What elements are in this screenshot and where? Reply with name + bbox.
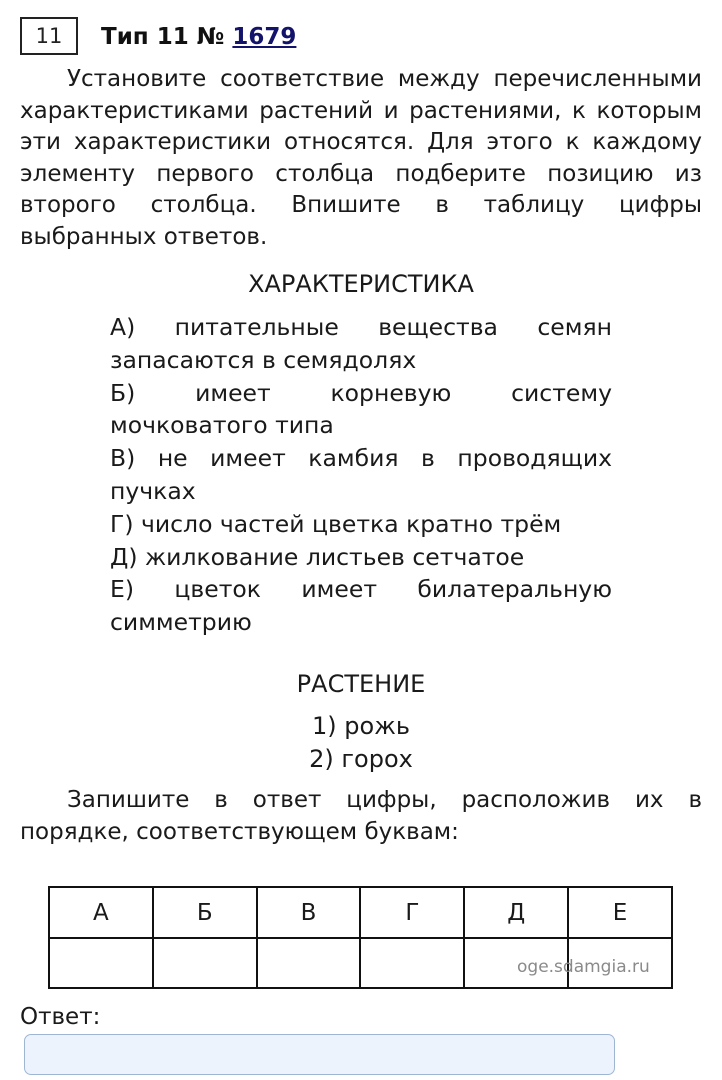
answer-table-cell: [153, 938, 257, 988]
answer-label: Ответ:: [20, 1004, 101, 1030]
plant-item: 2) горох: [309, 745, 413, 773]
task-id-link[interactable]: 1679: [232, 24, 297, 50]
answer-table-cell: [257, 938, 361, 988]
answer-input[interactable]: [24, 1034, 615, 1075]
plants-title: РАСТЕНИЕ: [296, 670, 426, 698]
answer-table-cell: [49, 938, 153, 988]
characteristic-item: А) питательные вещества семян запасаются в семядолях: [110, 313, 612, 374]
write-instruction: Запишите в ответ цифры, расположив их в порядке, соответствующем буквам:: [20, 787, 702, 845]
characteristic-item: Б) имеет корневую систему мочковатого типа: [110, 378, 612, 440]
answer-table-letter: Г: [360, 887, 464, 938]
task-type-label: Тип 11 №: [101, 24, 233, 50]
characteristic-item: Д) жилкование листьев сетчатое: [110, 542, 525, 571]
task-number-box: 11: [20, 17, 78, 55]
characteristic-item: Е) цветок имеет билатеральную симметрию: [110, 575, 612, 637]
answer-table-letter: Б: [153, 887, 257, 938]
site-watermark: oge.sdamgia.ru: [517, 957, 650, 977]
answer-table-letter: В: [257, 887, 361, 938]
task-header: [101, 24, 296, 50]
characteristics-list: [110, 311, 612, 639]
answer-table-cell: [360, 938, 464, 988]
plants-list: [0, 710, 722, 776]
answer-table-letter: Е: [568, 887, 672, 938]
characteristic-item: В) не имеет камбия в проводящих пучках: [110, 444, 612, 505]
answer-table-letter: Д: [464, 887, 568, 938]
answer-table-letter: А: [49, 887, 153, 938]
answer-table-header-row: [49, 887, 672, 938]
plant-item: 1) рожь: [312, 712, 410, 740]
characteristics-title: ХАРАКТЕРИСТИКА: [248, 270, 474, 298]
characteristic-item: Г) число частей цветка кратно трём: [110, 509, 562, 538]
task-instruction: Установите соответствие между перечисленными характеристиками растений и растениями, к которым эти характеристики относятся. Для этого к каждому элементу первого столбца подберите позицию из второго столбца. Впишите в таблицу цифры выбранных ответов.: [20, 66, 702, 250]
